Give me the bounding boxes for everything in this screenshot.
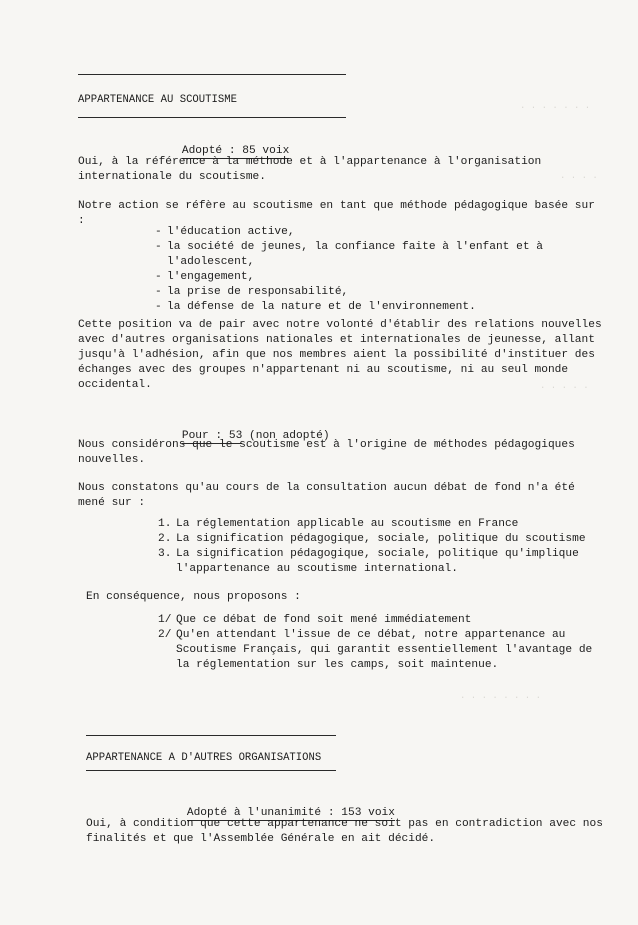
list-item: 3. La signification pédagogique, sociale, politique qu'implique l'appartenance au scoutisme international. [158,548,579,575]
list-item: - la prise de responsabilité, [155,286,349,298]
bullet-marker: - [155,286,162,298]
number-marker: 3. [158,548,172,560]
list-item: 2/ Qu'en attendant l'issue de ce débat, notre appartenance au Scoutisme Français, qui garantit essentiellement l'avantage de la réglementation sur les camps, soit maintenue. [158,629,593,671]
list-item: - la défense de la nature et de l'environnement. [155,301,476,313]
section1-intro [78,155,603,185]
section1-bottom-rule [78,117,346,118]
section1-paragraph-5: Nous constatons qu'au cours de la consultation aucun débat de fond n'a été mené sur : [78,482,575,509]
consequence-intro [86,590,603,605]
section1-paragraph-1: Oui, à la référence à la méthode et à l'appartenance à l'organisation internationale du scoutisme. [78,156,542,183]
number-marker: 1/ [158,614,172,626]
list-item: 1. La réglementation applicable au scoutisme en France [158,518,519,530]
section2-adopted-label: Adopté à l'unanimité : 153 voix [186,807,395,819]
proposals-list [158,613,603,673]
number-marker: 2. [158,533,172,545]
pour-label: Pour : 53 [181,430,243,442]
document-page: . . . . . . . . . . . . . . . . . . . . . . . . APPARTENANCE AU SCOUTISME Adopté : 85 voix Oui, à la référence à la méthode et à l'appartenance à l'organisation internationale du scoutisme. Notre action se réfère au scoutisme en tant que méthode pédagogique basée sur : - l'éducation active, - la société de jeunes, la confiance faite à l'enfant et à l'adolescent, - l'engagement, - la prise de responsabilité, - la défense de la nature et de l'environnement. Cette position va de pair avec notre volonté d'établir des relations nouvelles avec d'autres organisations nationales et internationales de jeunesse, allant jusqu'à l'adhésion, afin que nos membres aient la possibilité d'instituer des échanges avec des groupes n'appartenant ni au scoutisme, ni au seul monde occidental. Pour : 53 (non adopté) Nous considérons que le scoutisme est à l'origine de méthodes pédagogiques nouvelles. Nous constatons qu'au cours de la consultation aucun débat de fond n'a été mené sur : 1. La réglementation applicable au scoutisme en France 2. La signification pédagogique, sociale, politique du scoutisme 3. La signification pédagogique, sociale, politique qu'implique l'appartenance au scoutisme international. En conséquence, nous proposons : 1/ Que ce débat de fond soit mené immédiatement 2/ Qu'en attendant l'issue de ce débat, notre appartenance au Scoutisme Français, qui garantit essentiellement l'avantage de la réglementation sur les camps, soit maintenue. APPARTENANCE A D'AUTRES ORGANISATIONS Adopté à l'unanimité : 153 voix Oui, à condition que cette appartenance ne soit pas en contradiction avec nos finalités et que l'Assemblée Générale en ait décidé. [0,0,638,925]
minority-considerations [78,438,603,468]
bullet-marker: - [155,241,162,253]
section2-title: APPARTENANCE A D'AUTRES ORGANISATIONS [86,752,322,764]
bullet-marker: - [155,301,162,313]
section1-paragraph-4: Nous considérons que le scoutisme est à l'origine de méthodes pédagogiques nouvelles. [78,439,575,466]
section1-paragraph-3: Cette position va de pair avec notre volonté d'établir des relations nouvelles avec d'autres organisations nationales et internationales de jeunesse, allant jusqu'à l'adhésion, afin que nos membres aient la possibilité d'instituer des échanges avec des groupes n'appartenant ni au scoutisme, ni au seul monde occidental. [78,319,602,391]
section2-condition [86,817,603,847]
debate-topics-list [158,517,603,577]
section1-paragraph-6: En conséquence, nous proposons : [86,591,301,603]
minority-observation [78,481,603,511]
pour-note: (non adopté) [249,430,330,442]
section2-bottom-rule [86,770,336,771]
section1-paragraph-2: Notre action se réfère au scoutisme en tant que méthode pédagogique basée sur : [78,200,595,227]
section1-relations [78,318,603,393]
section2-top-rule [86,735,336,736]
number-marker: 1. [158,518,172,530]
number-marker: 2/ [158,629,172,641]
section1-title: APPARTENANCE AU SCOUTISME [78,94,237,106]
section1-top-rule [78,74,346,75]
list-item: - l'éducation active, [155,226,295,238]
list-item: 1/ Que ce débat de fond soit mené immédiatement [158,614,472,626]
list-item: - la société de jeunes, la confiance faite à l'enfant et à l'adolescent, [155,241,543,268]
bullet-marker: - [155,271,162,283]
list-item: 2. La signification pédagogique, sociale, politique du scoutisme [158,533,586,545]
section1-adopted-label: Adopté : 85 voix [181,145,290,157]
bullet-marker: - [155,226,162,238]
list-item: - l'engagement, [155,271,255,283]
section2-paragraph-1: Oui, à condition que cette appartenance ne soit pas en contradiction avec nos finalités et que l'Assemblée Générale en ait décidé. [86,818,603,845]
method-bullet-list [155,225,603,315]
